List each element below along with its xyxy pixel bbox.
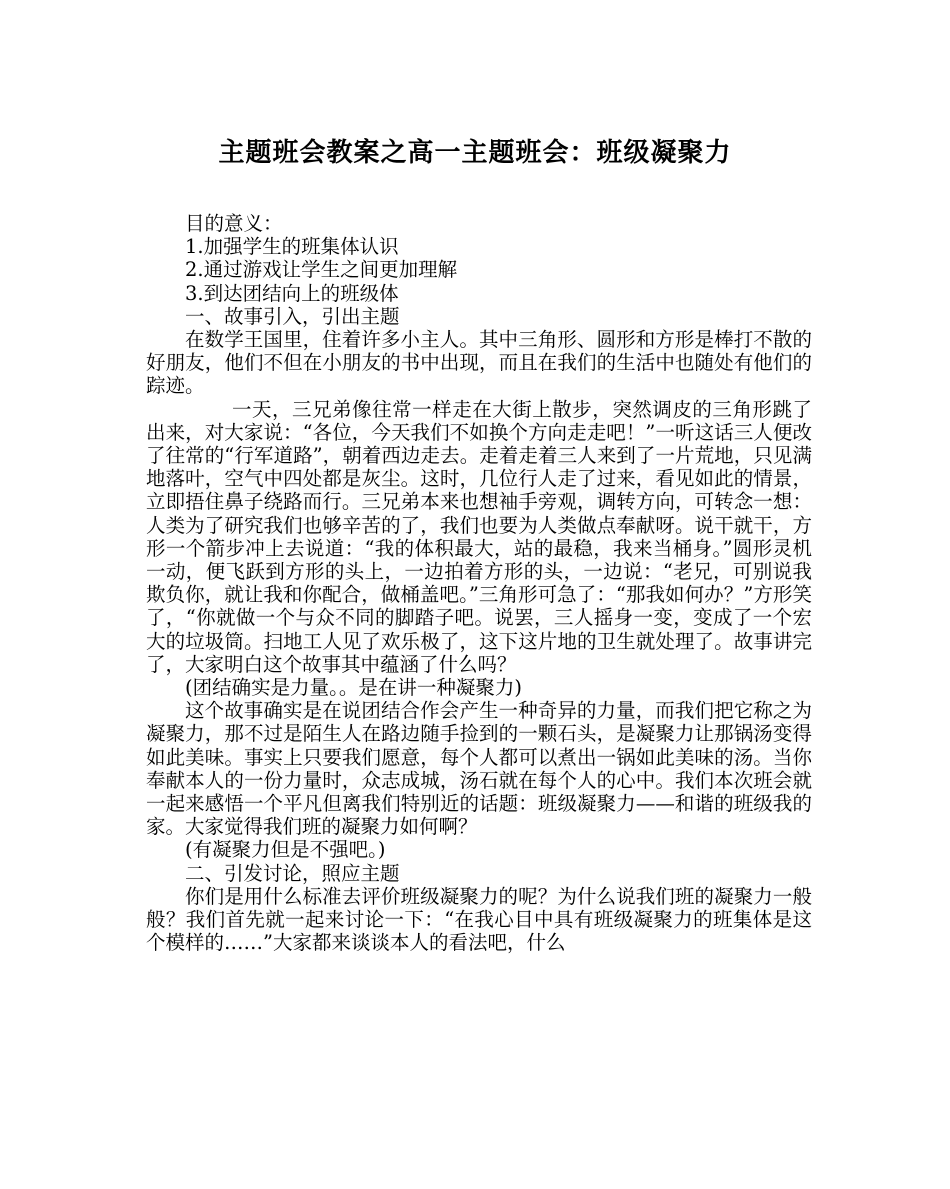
body-paragraph: 你们是用什么标准去评价班级凝聚力的呢？为什么说我们班的凝聚力一般般？我们首先就一起来讨论一下：“在我心目中具有班级凝聚力的班集体是这个模样的……”大家都来谈谈本人的看法吧，什么 — [146, 884, 812, 955]
section-heading: 一、故事引入，引出主题 — [185, 304, 400, 328]
purpose-item: 2.通过游戏让学生之间更加理解 — [185, 258, 458, 282]
document-title: 主题班会教案之高一主题班会：班级凝聚力 — [218, 138, 732, 168]
answer-note: (有凝聚力但是不强吧。) — [185, 838, 386, 862]
body-paragraph: 在数学王国里，住着许多小主人。其中三角形、圆形和方形是棒打不散的好朋友，他们不但在小朋友的书中出现，而且在我们的生活中也随处有他们的踪迹。 — [146, 328, 812, 398]
section-heading: 二、引发讨论，照应主题 — [185, 861, 400, 885]
body-paragraph: 这个故事确实是在说团结合作会产生一种奇异的力量，而我们把它称之为凝聚力，那不过是陌生人在路边随手捡到的一颗石头，是凝聚力让那锅汤变得如此美味。事实上只要我们愿意，每个人都可以煮出一锅如此美味的汤。当你奉献本人的一份力量时，众志成城，汤石就在每个人的心中。我们本次班会就一起来感悟一个平凡但离我们特别近的话题：班级凝聚力——和谐的班级我的家。大家觉得我们班的凝聚力如何啊？ — [146, 699, 812, 839]
answer-note: (团结确实是力量。。是在讲一种凝聚力) — [185, 676, 522, 700]
purpose-item: 1.加强学生的班集体认识 — [185, 235, 399, 259]
purpose-item: 3.到达团结向上的班级体 — [185, 281, 399, 305]
story-paragraph: 一天，三兄弟像往常一样走在大街上散步，突然调皮的三角形跳了出来，对大家说：“各位，今天我们不如换个方向走走吧！”一听这话三人便改了往常的“行军道路”，朝着西边走去。走着走着三人来到了一片荒地，只见满地落叶，空气中四处都是灰尘。这时，几位行人走了过来，看见如此的情景，立即捂住鼻子绕路而行。三兄弟本来也想袖手旁观，调转方向，可转念一想：人类为了研究我们也够辛苦的了，我们也要为人类做点奉献呀。说干就干，方形一个箭步冲上去说道：“我的体积最大，站的最稳，我来当桶身。”圆形灵机一动，便飞跃到方形的头上，一边拍着方形的头，一边说：“老兄，可别说我欺负你，就让我和你配合，做桶盖吧。”三角形可急了：“那我如何办？”方形笑了，“你就做一个与众不同的脚踏子吧。说罢，三人摇身一变，变成了一个宏大的垃圾筒。扫地工人见了欢乐极了，这下这片地的卫生就处理了。故事讲完了，大家明白这个故事其中蕴涵了什么吗？ — [146, 397, 812, 676]
document-body — [146, 212, 812, 955]
purpose-heading: 目的意义： — [185, 212, 283, 235]
